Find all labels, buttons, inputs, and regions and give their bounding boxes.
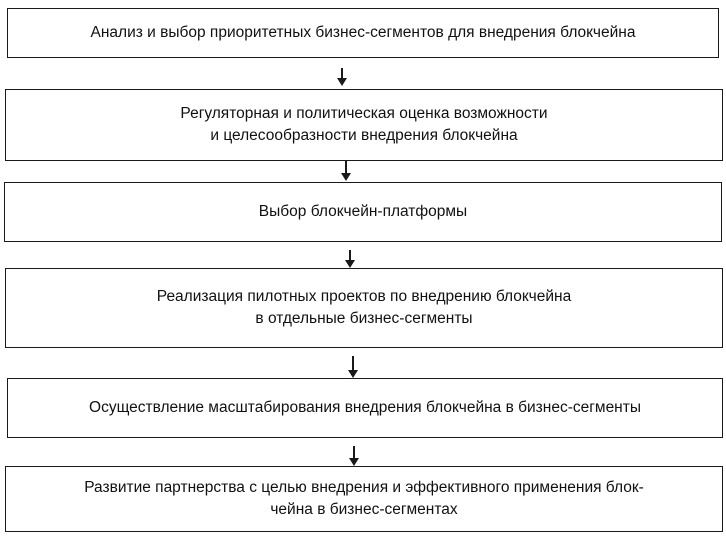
arrow-down-3 <box>344 250 356 268</box>
flow-step-3 <box>4 182 722 242</box>
flow-step-4 <box>5 268 723 348</box>
arrow-down-5 <box>348 446 360 466</box>
flow-step-1 <box>7 8 719 58</box>
arrow-down-1 <box>336 68 348 86</box>
arrow-down-4 <box>347 356 359 378</box>
step-6-line-1: Развитие партнерства с целью внедрения и эффективного применения блок- <box>84 479 644 496</box>
step-3-line-1: Выбор блокчейн-платформы <box>258 203 468 220</box>
step-6-line-2: чейна в бизнес-сегментах <box>270 501 458 518</box>
step-2-line-1: Регуляторная и политическая оценка возможности <box>180 105 548 122</box>
flow-step-5 <box>7 378 723 438</box>
arrow-down-2 <box>340 161 352 181</box>
flow-step-6 <box>5 466 723 532</box>
step-4-line-2: в отдельные бизнес-сегменты <box>255 310 473 327</box>
step-5-line-1: Осуществление масштабирования внедрения блокчейна в бизнес-сегменты <box>89 399 641 416</box>
flow-step-2 <box>5 89 723 161</box>
step-2-line-2: и целесообразности внедрения блокчейна <box>210 127 518 144</box>
step-1-line-1: Анализ и выбор приоритетных бизнес-сегментов для внедрения блокчейна <box>90 24 636 41</box>
step-4-line-1: Реализация пилотных проектов по внедрению блокчейна <box>156 288 572 305</box>
